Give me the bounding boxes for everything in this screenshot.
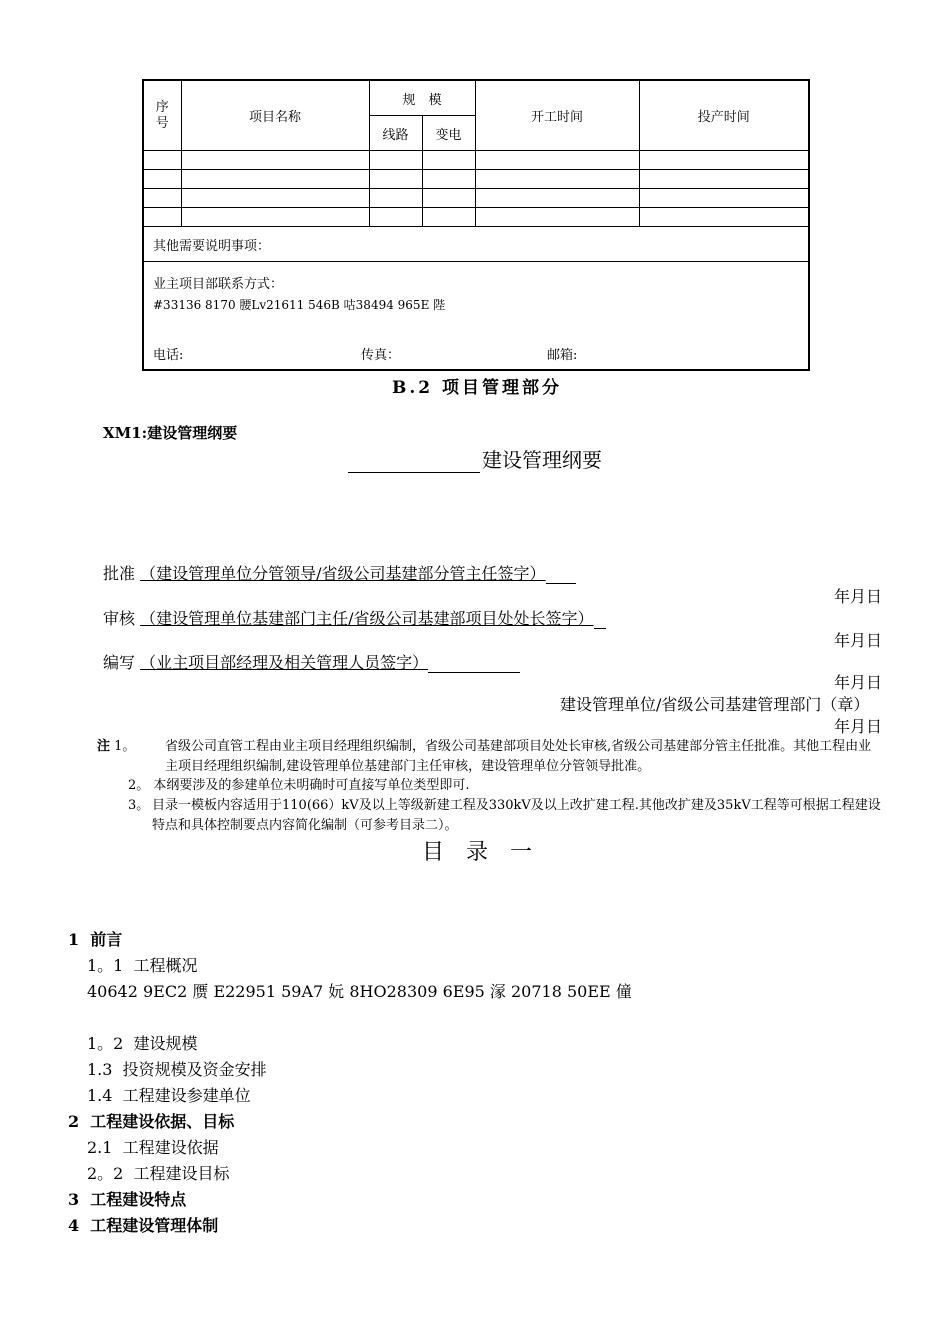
section-title: B.2 项目管理部分 (392, 378, 563, 398)
fax-label: 传真： (361, 348, 401, 363)
signature-author: 编写 （业主项目部经理及相关管理人员签字） (103, 650, 520, 673)
signature-review: 审核 （建设管理单位基建部门主任/省级公司基建部项目处处长签字） (103, 606, 606, 629)
toc-item: 2.1 工程建设依据 (87, 1138, 219, 1157)
table-row (143, 189, 809, 208)
table-row (143, 208, 809, 227)
contact-label: 业主项目部联系方式： (153, 277, 284, 292)
date-review: 年月日 (833, 631, 882, 650)
doc-title: 建设管理纲要 (348, 444, 602, 473)
tel-label: 电话: (153, 348, 184, 363)
toc-item: 1.4 工程建设参建单位 (87, 1086, 251, 1105)
table-row (143, 151, 809, 170)
toc-item: 4 工程建设管理体制 (68, 1216, 219, 1235)
date-approve: 年月日 (833, 587, 882, 606)
toc-item: 2 工程建设依据、目标 (68, 1112, 235, 1131)
other-notes-cell: 其他需要说明事项： (143, 227, 809, 262)
date-org: 年月日 (833, 717, 882, 736)
date-author: 年月日 (833, 673, 882, 692)
org-stamp: 建设管理单位/省级公司基建管理部门（章） (560, 695, 870, 714)
header-line: 线路 (369, 116, 422, 151)
toc-item: 2。2 工程建设目标 (87, 1164, 230, 1183)
header-substation: 变电 (422, 116, 475, 151)
email-label: 邮箱: (547, 348, 578, 363)
toc-item: 3 工程建设特点 (68, 1190, 187, 1209)
note-2: 2。 本纲要涉及的参建单位未明确时可直接写单位类型即可. (128, 778, 470, 793)
contact-cell (143, 262, 809, 371)
toc-item: 1。2 建设规模 (87, 1034, 198, 1053)
header-project-name: 项目名称 (181, 80, 369, 151)
header-production-time: 投产时间 (639, 80, 809, 151)
note-1: 注 1。 省级公司直管工程由业主项目经理组织编制，省级公司基建部项目处处长审核,省级公司基建部分管主任批准。其他工程由业主项目经理组织编制,建设管理单位基建部门主任审核，建设管理单位分管领导批准。 (97, 739, 872, 774)
toc-item: 1。1 工程概况 (87, 956, 198, 975)
header-scale: 规 模 (369, 80, 475, 116)
table-row (143, 170, 809, 189)
title-blank-line (348, 452, 480, 473)
toc-item: 1 前言 (68, 930, 123, 949)
project-table (142, 79, 810, 371)
note-3: 3。 目录一模板内容适用于110(66）kV及以上等级新建工程及330kV及以上改扩建工程.其他改扩建及35kV工程等可根据工程建设特点和具体控制要点内容简化编制（可参考目录二）。 (128, 798, 881, 833)
header-seq: 序号 (143, 80, 181, 151)
toc-garbled-line: 40642 9EC2 赝 E22951 59A7 妧 8HO28309 6E95 溕 20718 50EE 僮 (87, 982, 632, 1001)
toc-title: 目录一 (422, 840, 555, 865)
signature-approve: 批准 （建设管理单位分管领导/省级公司基建部分管主任签字） (103, 561, 576, 584)
contact-garbled-text: #33136 8170 腰Lv21611 546B 咕38494 965E 陛 (153, 298, 446, 312)
xm1-label: XM1:建设管理纲要 (103, 424, 238, 442)
header-start-time: 开工时间 (475, 80, 639, 151)
toc-item: 1.3 投资规模及资金安排 (87, 1060, 267, 1079)
